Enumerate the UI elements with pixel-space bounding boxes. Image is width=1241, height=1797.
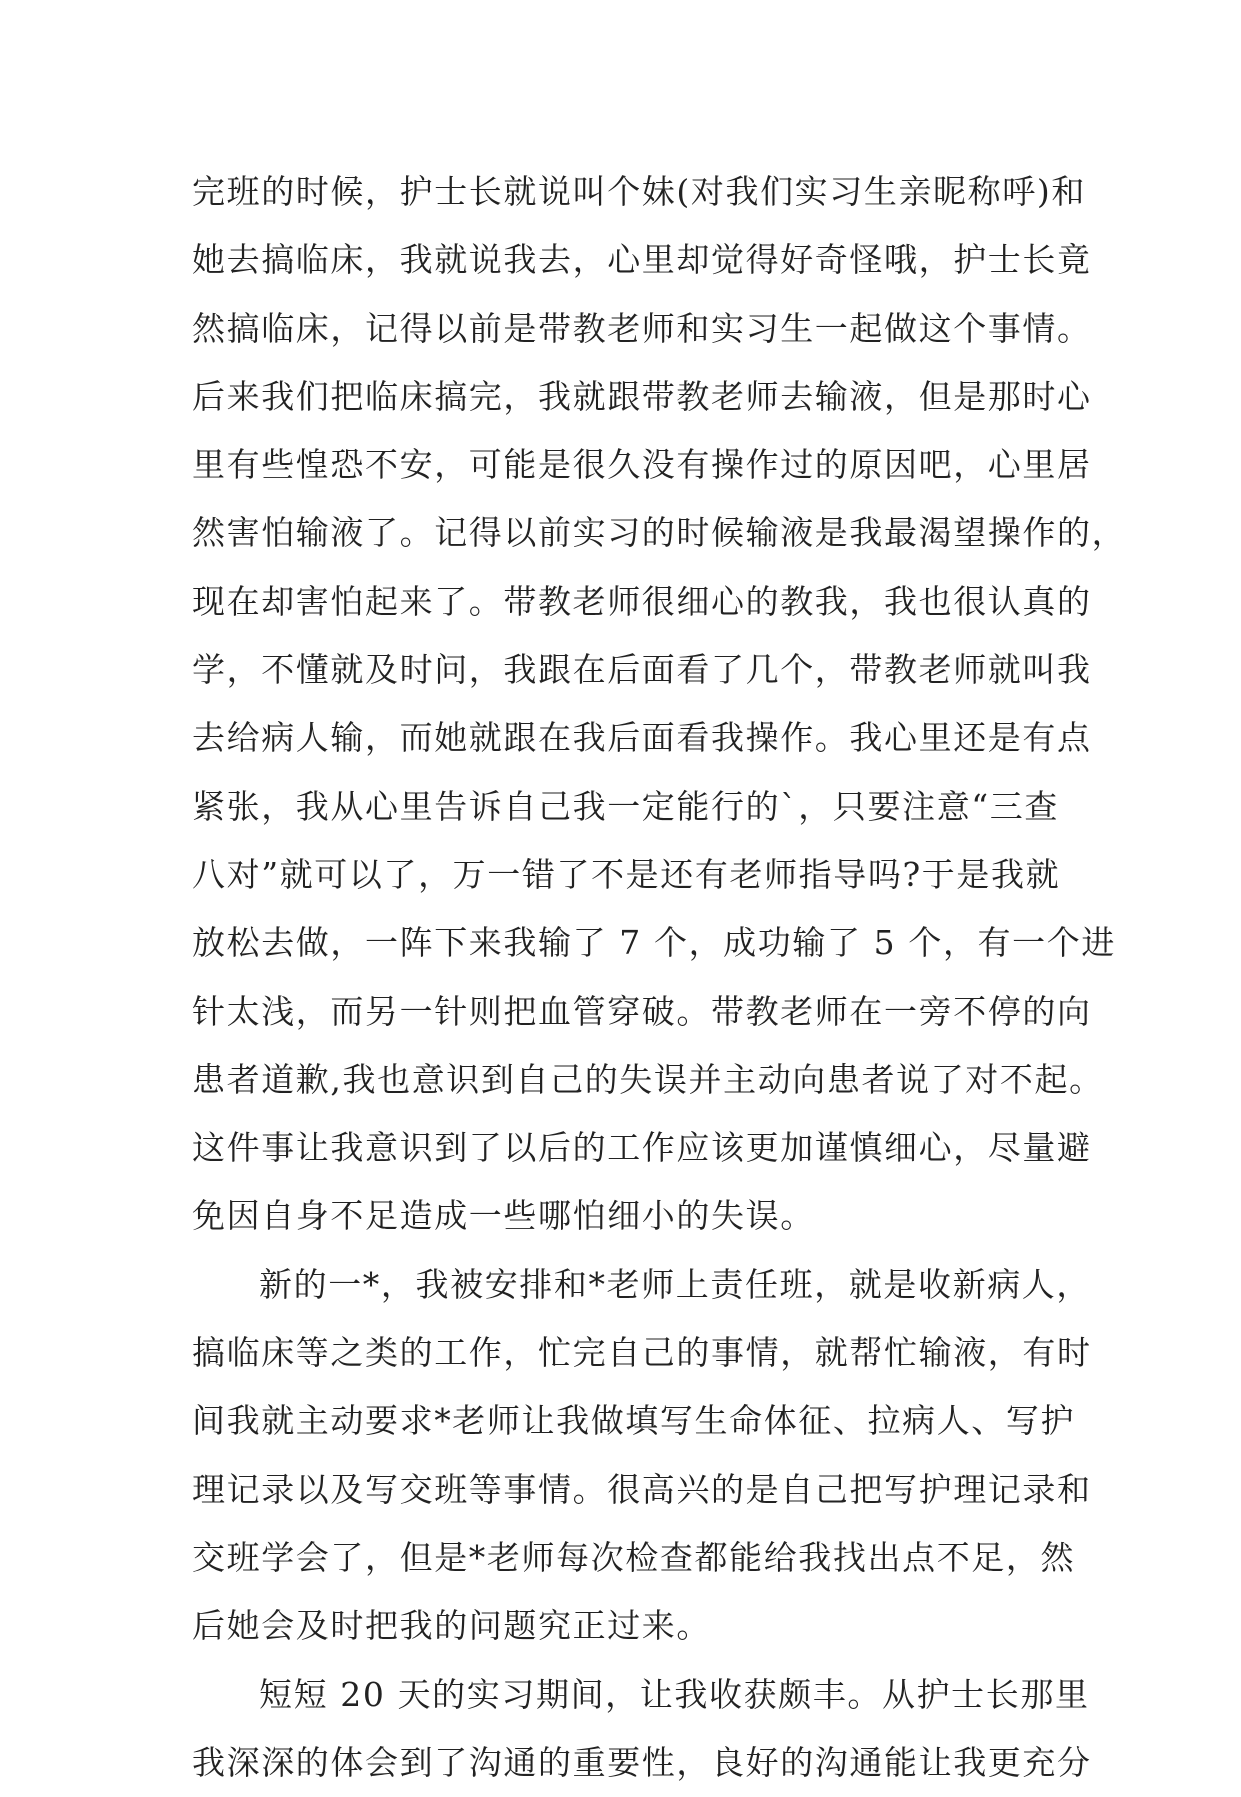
text-line: 放松去做，一阵下来我输了 7 个，成功输了 5 个，有一个进: [192, 923, 1116, 963]
text-line: 完班的时候，护士长就说叫个妹(对我们实习生亲昵称呼)和: [192, 172, 1086, 211]
text-line: 患者道歉,我也意识到自己的失误并主动向患者说了对不起。: [192, 1059, 1104, 1099]
text-line: 间我就主动要求*老师让我做填写生命体征、拉病人、写护: [192, 1401, 1076, 1441]
paragraph-start-line: 短短 20 天的实习期间，让我收获颇丰。从护士长那里: [259, 1674, 1090, 1714]
text-line: 八对”就可以了，万一错了不是还有老师指导吗?于是我就: [192, 854, 1061, 894]
text-line: 后来我们把临床搞完，我就跟带教老师去输液，但是那时心: [192, 376, 1092, 416]
text-line: 理记录以及写交班等事情。很高兴的是自己把写护理记录和: [192, 1469, 1092, 1509]
body-text: [192, 158, 1127, 1797]
paragraph-start-line: 新的一*，我被安排和*老师上责任班，就是收新病人，: [259, 1264, 1091, 1304]
text-line: 后她会及时把我的问题究正过来。: [192, 1606, 711, 1646]
text-line: 交班学会了，但是*老师每次检查都能给我找出点不足，然: [192, 1537, 1076, 1577]
text-line: 去给病人输，而她就跟在我后面看我操作。我心里还是有点: [192, 718, 1092, 758]
text-line: 免因自身不足造成一些哪怕细小的失误。: [192, 1196, 815, 1236]
text-line: 我深深的体会到了沟通的重要性，良好的沟通能让我更充分: [192, 1742, 1092, 1782]
text-line: 针太浅，而另一针则把血管穿破。带教老师在一旁不停的向: [192, 991, 1092, 1031]
text-line: 然害怕输液了。记得以前实习的时候输液是我最渴望操作的，: [192, 513, 1127, 553]
text-line: 她去搞临床，我就说我去，心里却觉得好奇怪哦，护士长竟: [192, 240, 1092, 280]
text-line: 这件事让我意识到了以后的工作应该更加谨慎细心，尽量避: [192, 1128, 1092, 1168]
text-line: 搞临床等之类的工作，忙完自己的事情，就帮忙输液，有时: [192, 1333, 1092, 1373]
text-line: 然搞临床，记得以前是带教老师和实习生一起做这个事情。: [192, 308, 1092, 348]
text-line: 学，不懂就及时问，我跟在后面看了几个，带教老师就叫我: [192, 650, 1092, 690]
text-line: 里有些惶恐不安，可能是很久没有操作过的原因吧，心里居: [192, 445, 1092, 485]
text-line: 紧张，我从心里告诉自己我一定能行的`，只要注意“三查: [192, 786, 1059, 826]
text-line: 现在却害怕起来了。带教老师很细心的教我，我也很认真的: [192, 581, 1092, 621]
